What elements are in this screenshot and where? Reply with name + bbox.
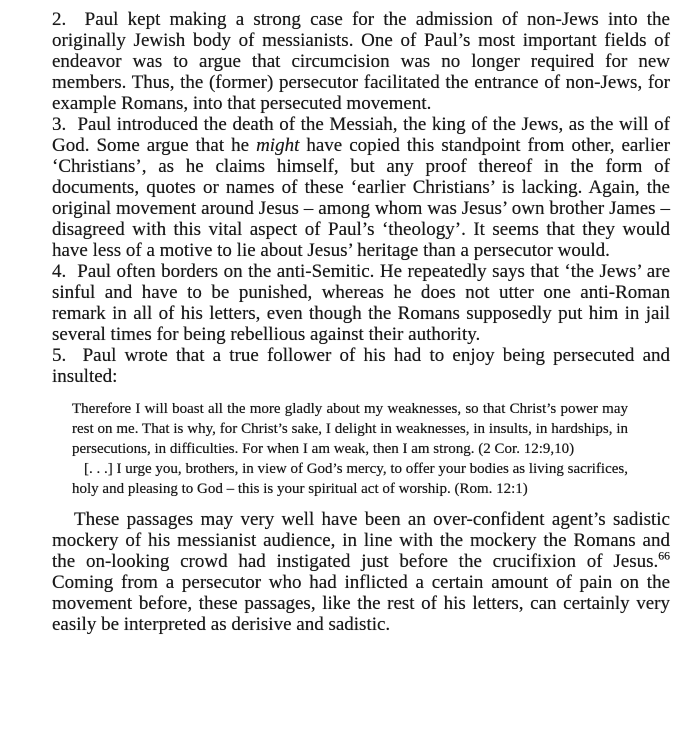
numbered-paragraph-5 [52, 345, 670, 387]
text-run: 5. Paul wrote that a true follower of his had to enjoy being persecuted and insulted: [52, 345, 670, 387]
text-run: Therefore I will boast all the more gladly about my weaknesses, so that Christ’s power may rest on me. That is why, for Christ’s sake, I delight in weaknesses, in insults, in hardships, in persecutions, in difficulties. For when I am weak, then I am strong. (2 Cor. 12:9,10) [72, 401, 628, 457]
footnote-reference-66: 66 [658, 549, 670, 563]
text-run: have copied this standpoint from other, earlier ‘Christians’, as he claims himself, but any proof thereof in the form of documents, quotes or names of these ‘earlier Christians’ is lacking. Again, the original movement around Jesus – among whom was Jesus’ own brother James – disagreed with this vital aspect of Paul’s ‘theology’. It seems that they would have less of a motive to lie about Jesus’ heritage than a persecutor would. [52, 135, 670, 261]
scripture-block-quote [72, 399, 628, 499]
text-run: 2. Paul kept making a strong case for the admission of non-Jews into the originally Jewish body of messianists. One of Paul’s most important fields of endeavor was to argue that circumcision was no longer required for new members. Thus, the (former) persecutor facilitated the entrance of non-Jews, for example Romans, into that persecuted movement. [52, 9, 670, 114]
closing-paragraph [52, 509, 670, 635]
text-run: These passages may very well have been an over-confident agent’s sadistic mockery of his messianist audience, in line with the mockery the Romans and the on-looking crowd had instigated just before the crucifixion of Jesus. [52, 509, 670, 572]
quote-paragraph-romans [72, 459, 628, 499]
main-text-block [52, 9, 670, 387]
text-run: 3. Paul introduced the death of the Messiah, the king of the Jews, as the will of God. Some argue that he [52, 114, 670, 156]
text-run: Coming from a persecutor who had inflicted a certain amount of pain on the movement before, these passages, like the rest of his letters, can certainly very easily be interpreted as derisive and sadistic. [52, 572, 670, 635]
numbered-paragraph-4 [52, 261, 670, 345]
numbered-paragraph-2 [52, 9, 670, 114]
numbered-paragraph-3 [52, 114, 670, 261]
quote-paragraph-corinthians [72, 399, 628, 459]
text-run: 4. Paul often borders on the anti-Semitic. He repeatedly says that ‘the Jews’ are sinful and have to be punished, whereas he does not utter one anti-Roman remark in all of his letters, even though the Romans supposedly put him in jail several times for being rebellious against their authority. [52, 261, 670, 345]
text-run: might [256, 135, 300, 156]
text-run: [. . .] I urge you, brothers, in view of God’s mercy, to offer your bodies as living sacrifices, holy and pleasing to God – this is your spiritual act of worship. (Rom. 12:1) [72, 461, 628, 497]
